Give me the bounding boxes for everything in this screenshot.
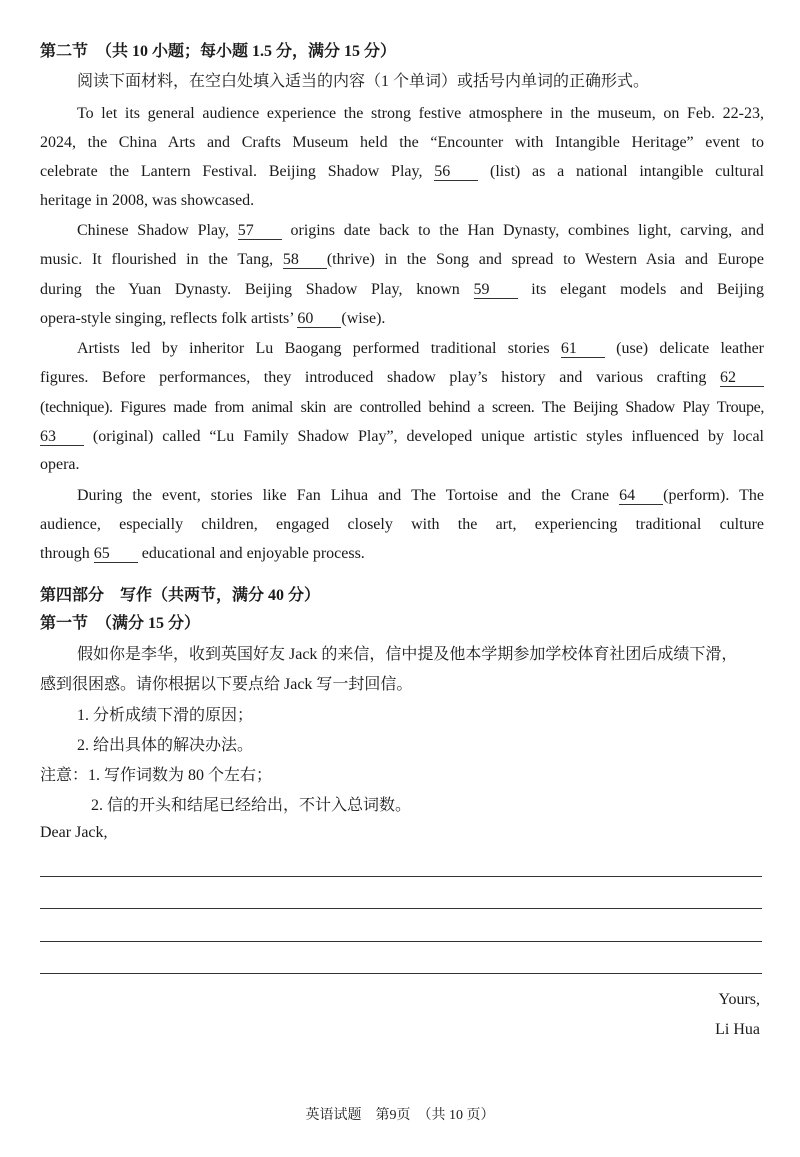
blank-62[interactable]: 62 xyxy=(720,370,764,387)
writing-line[interactable] xyxy=(40,973,762,974)
passage-text: Chinese Shadow Play, xyxy=(77,222,238,239)
passage-text: (technique). Figures made from animal skin are controlled behind a screen. The Beijing Shadow Play Troupe, xyxy=(40,399,764,416)
writing-prompt-line: 假如你是李华，收到英国好友 Jack 的来信，信中提及他本学期参加学校体育社团后成绩下滑， xyxy=(77,646,738,663)
passage-line xyxy=(77,104,764,124)
blank-59[interactable]: 59 xyxy=(474,282,518,299)
passage-line xyxy=(40,280,764,300)
passage-line xyxy=(40,427,764,447)
passage-text: during the Yuan Dynasty. Beijing Shadow Play, known xyxy=(40,281,474,298)
passage-text: (original) called “Lu Family Shadow Play”, developed unique artistic styles influenced by local xyxy=(84,428,764,445)
writing-prompt-line: 感到很困惑。请你根据以下要点给 Jack 写一封回信。 xyxy=(40,676,413,693)
passage-line xyxy=(40,250,764,270)
passage-text: heritage in 2008, was showcased. xyxy=(40,192,255,209)
blank-57[interactable]: 57 xyxy=(238,223,282,240)
blank-61[interactable]: 61 xyxy=(561,341,605,358)
passage-line xyxy=(77,486,764,506)
passage-text: (list) as a national intangible cultural xyxy=(478,163,764,180)
passage-text: (perform). The xyxy=(663,487,764,504)
part-title: 第四部分 写作（共两节，满分 40 分） xyxy=(40,587,321,604)
writing-note: 2. 信的开头和结尾已经给出，不计入总词数。 xyxy=(91,797,412,814)
passage-text: figures. Before performances, they introduced shadow play’s history and various crafting xyxy=(40,369,720,386)
passage-text: (thrive) in the Song and spread to Western Asia and Europe xyxy=(326,251,765,268)
blank-65[interactable]: 65 xyxy=(94,546,138,563)
passage-text: celebrate the Lantern Festival. Beijing Shadow Play, xyxy=(40,163,435,180)
passage-text: educational and enjoyable process. xyxy=(137,545,365,562)
passage-line xyxy=(40,455,764,475)
writing-section-title: 第一节 （满分 15 分） xyxy=(40,615,201,632)
passage-text: music. It flourished in the Tang, xyxy=(40,251,283,268)
passage-text: (wise). xyxy=(341,310,386,327)
letter-closing: Yours, xyxy=(718,991,760,1008)
writing-point: 2. 给出具体的解决办法。 xyxy=(77,737,254,754)
blank-58[interactable]: 58 xyxy=(283,252,327,269)
passage-text: audience, especially children, engaged closely with the art, experiencing traditional culture xyxy=(40,516,764,533)
passage-line xyxy=(40,368,764,388)
blank-64[interactable]: 64 xyxy=(619,488,663,505)
letter-greeting: Dear Jack, xyxy=(40,824,108,841)
writing-line[interactable] xyxy=(40,876,762,877)
passage-text: To let its general audience experience the strong festive atmosphere in the museum, on Feb. 22-23, xyxy=(77,105,764,122)
writing-point: 1. 分析成绩下滑的原因； xyxy=(77,707,254,724)
passage-text: origins date back to the Han Dynasty, combines light, carving, and xyxy=(281,222,764,239)
blank-56[interactable]: 56 xyxy=(434,164,478,181)
passage-line xyxy=(40,133,764,153)
passage-line xyxy=(40,162,764,182)
passage-text: through xyxy=(40,545,94,562)
writing-line[interactable] xyxy=(40,908,762,909)
passage-line xyxy=(40,309,764,329)
passage-text: During the event, stories like Fan Lihua and The Tortoise and the Crane xyxy=(77,487,620,504)
passage-line xyxy=(40,398,764,418)
passage-text: opera. xyxy=(40,456,80,473)
passage-text: opera-style singing, reflects folk artists’ xyxy=(40,310,298,327)
passage-line xyxy=(77,339,764,359)
writing-line[interactable] xyxy=(40,941,762,942)
blank-60[interactable]: 60 xyxy=(297,311,341,328)
passage-text: 2024, the China Arts and Crafts Museum held the “Encounter with Intangible Heritage” event to xyxy=(40,134,764,151)
passage-text: (use) delicate leather xyxy=(604,340,765,357)
page-footer: 英语试题 第9页 （共 10 页） xyxy=(305,1108,495,1123)
passage-text: its elegant models and Beijing xyxy=(517,281,764,298)
passage-line xyxy=(40,544,764,564)
letter-signature: Li Hua xyxy=(715,1021,760,1038)
passage-line xyxy=(77,221,764,241)
passage-text: Artists led by inheritor Lu Baogang performed traditional stories xyxy=(77,340,561,357)
section-instruction: 阅读下面材料，在空白处填入适当的内容（1 个单词）或括号内单词的正确形式。 xyxy=(77,73,650,90)
writing-note: 注意：1. 写作词数为 80 个左右； xyxy=(40,767,273,784)
passage-line xyxy=(40,515,764,535)
passage-line xyxy=(40,191,764,211)
blank-63[interactable]: 63 xyxy=(40,429,84,446)
section-title: 第二节 （共 10 小题；每小题 1.5 分，满分 15 分） xyxy=(40,43,397,60)
